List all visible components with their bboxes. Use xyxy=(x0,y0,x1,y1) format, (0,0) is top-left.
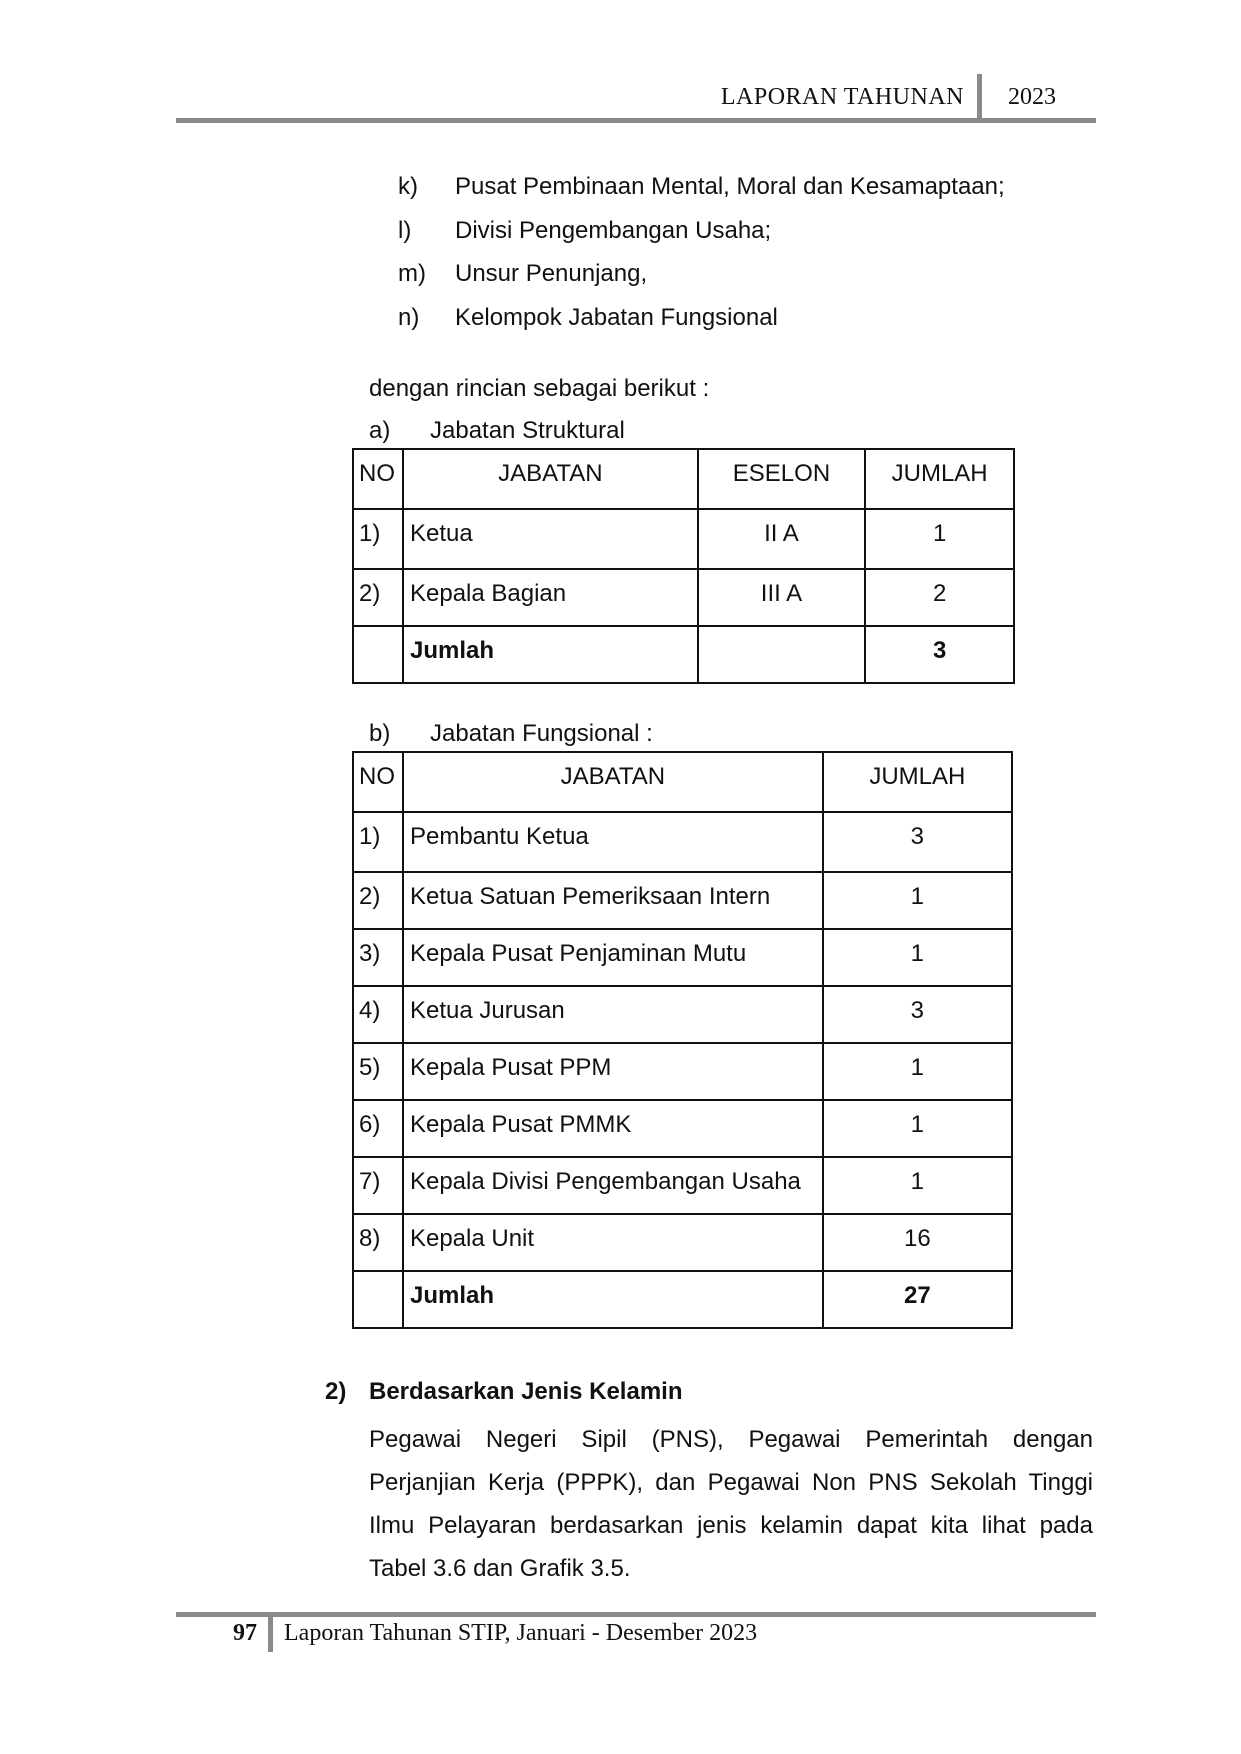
cell-jumlah: 3 xyxy=(823,986,1012,1043)
cell-jabatan: Pembantu Ketua xyxy=(403,812,823,872)
cell-jabatan: Kepala Pusat Penjaminan Mutu xyxy=(403,929,823,986)
cell-jumlah: 1 xyxy=(823,872,1012,929)
list-text: Unsur Penunjang, xyxy=(455,260,648,287)
table-struktural xyxy=(352,448,1015,684)
cell-eselon: III A xyxy=(698,569,866,626)
cell-jumlah: 16 xyxy=(823,1214,1012,1271)
cell-no: 6) xyxy=(353,1100,403,1157)
cell-jumlah: 1 xyxy=(823,929,1012,986)
total-value: 3 xyxy=(865,626,1014,683)
header-no: NO xyxy=(353,752,403,812)
cell-jabatan: Ketua xyxy=(403,509,698,569)
page-number: 97 xyxy=(233,1620,257,1646)
header-year: 2023 xyxy=(1008,84,1056,110)
header-no: NO xyxy=(353,449,403,509)
header-separator xyxy=(977,74,982,120)
list-text: Divisi Pengembangan Usaha; xyxy=(455,216,772,244)
table-header-row xyxy=(353,449,1014,509)
header-jumlah: JUMLAH xyxy=(823,752,1012,812)
cell-empty xyxy=(353,626,403,683)
footer-text: Laporan Tahunan STIP, Januari - Desember 2023 xyxy=(284,1620,758,1646)
header-jabatan: JABATAN xyxy=(403,449,698,509)
footer-separator xyxy=(268,1612,273,1652)
cell-jabatan: Kepala Divisi Pengembangan Usaha xyxy=(403,1157,823,1214)
cell-no: 1) xyxy=(353,812,403,872)
header-jumlah: JUMLAH xyxy=(865,449,1014,509)
cell-empty xyxy=(698,626,866,683)
cell-jabatan: Kepala Pusat PPM xyxy=(403,1043,823,1100)
cell-no: 4) xyxy=(353,986,403,1043)
caption-text: Jabatan Struktural xyxy=(430,417,625,444)
cell-jabatan: Kepala Bagian xyxy=(403,569,698,626)
list-marker: k) xyxy=(398,173,418,200)
cell-jumlah: 2 xyxy=(865,569,1014,626)
list-marker: n) xyxy=(398,303,420,331)
cell-no: 3) xyxy=(353,929,403,986)
table-row xyxy=(353,509,1014,569)
list-text: Pusat Pembinaan Mental, Moral dan Kesamaptaan; xyxy=(455,173,1005,200)
cell-no: 1) xyxy=(353,509,403,569)
caption-marker: b) xyxy=(369,720,391,747)
table-row xyxy=(353,569,1014,626)
list-marker: m) xyxy=(398,260,426,287)
header-rule xyxy=(176,118,1096,123)
table-total-row xyxy=(353,626,1014,683)
total-label: Jumlah xyxy=(403,626,698,683)
section-marker: 2) xyxy=(325,1378,347,1405)
header-jabatan: JABATAN xyxy=(403,752,823,812)
page-header xyxy=(176,72,1096,122)
cell-jabatan: Ketua Jurusan xyxy=(403,986,823,1043)
cell-no: 7) xyxy=(353,1157,403,1214)
cell-jumlah: 1 xyxy=(823,1043,1012,1100)
intro-text: dengan rincian sebagai berikut : xyxy=(369,375,710,402)
caption-text: Jabatan Fungsional : xyxy=(430,720,653,747)
table-total-row xyxy=(353,1271,1012,1328)
cell-jabatan: Ketua Satuan Pemeriksaan Intern xyxy=(403,872,823,929)
table-row xyxy=(353,986,1012,1043)
list-marker: l) xyxy=(398,216,412,244)
total-label: Jumlah xyxy=(403,1271,823,1328)
table-header-row xyxy=(353,752,1012,812)
cell-no: 2) xyxy=(353,872,403,929)
table-row xyxy=(353,872,1012,929)
table-row xyxy=(353,929,1012,986)
cell-jumlah: 1 xyxy=(823,1157,1012,1214)
table-fungsional xyxy=(352,751,1013,1329)
table-row xyxy=(353,1043,1012,1100)
total-value: 27 xyxy=(823,1271,1012,1328)
table-row xyxy=(353,812,1012,872)
cell-empty xyxy=(353,1271,403,1328)
cell-no: 5) xyxy=(353,1043,403,1100)
header-eselon: ESELON xyxy=(698,449,866,509)
cell-no: 8) xyxy=(353,1214,403,1271)
cell-jabatan: Kepala Pusat PMMK xyxy=(403,1100,823,1157)
footer-rule xyxy=(176,1612,1096,1617)
table-row xyxy=(353,1157,1012,1214)
cell-jumlah: 3 xyxy=(823,812,1012,872)
cell-eselon: II A xyxy=(698,509,866,569)
table-row xyxy=(353,1100,1012,1157)
cell-jabatan: Kepala Unit xyxy=(403,1214,823,1271)
list-text: Kelompok Jabatan Fungsional xyxy=(455,303,778,331)
header-title: LAPORAN TAHUNAN xyxy=(720,84,964,110)
cell-no: 2) xyxy=(353,569,403,626)
table-row xyxy=(353,1214,1012,1271)
cell-jumlah: 1 xyxy=(823,1100,1012,1157)
cell-jumlah: 1 xyxy=(865,509,1014,569)
section-title: Berdasarkan Jenis Kelamin xyxy=(369,1378,683,1405)
section-paragraph: Pegawai Negeri Sipil (PNS), Pegawai Pemerintah dengan Perjanjian Kerja (PPPK), dan Pegawai Non PNS Sekolah Tinggi Ilmu Pelayaran berdasarkan jenis kelamin dapat kita lihat pada Tabel 3.6 dan Grafik 3.5. xyxy=(369,1426,1093,1582)
caption-marker: a) xyxy=(369,417,391,444)
